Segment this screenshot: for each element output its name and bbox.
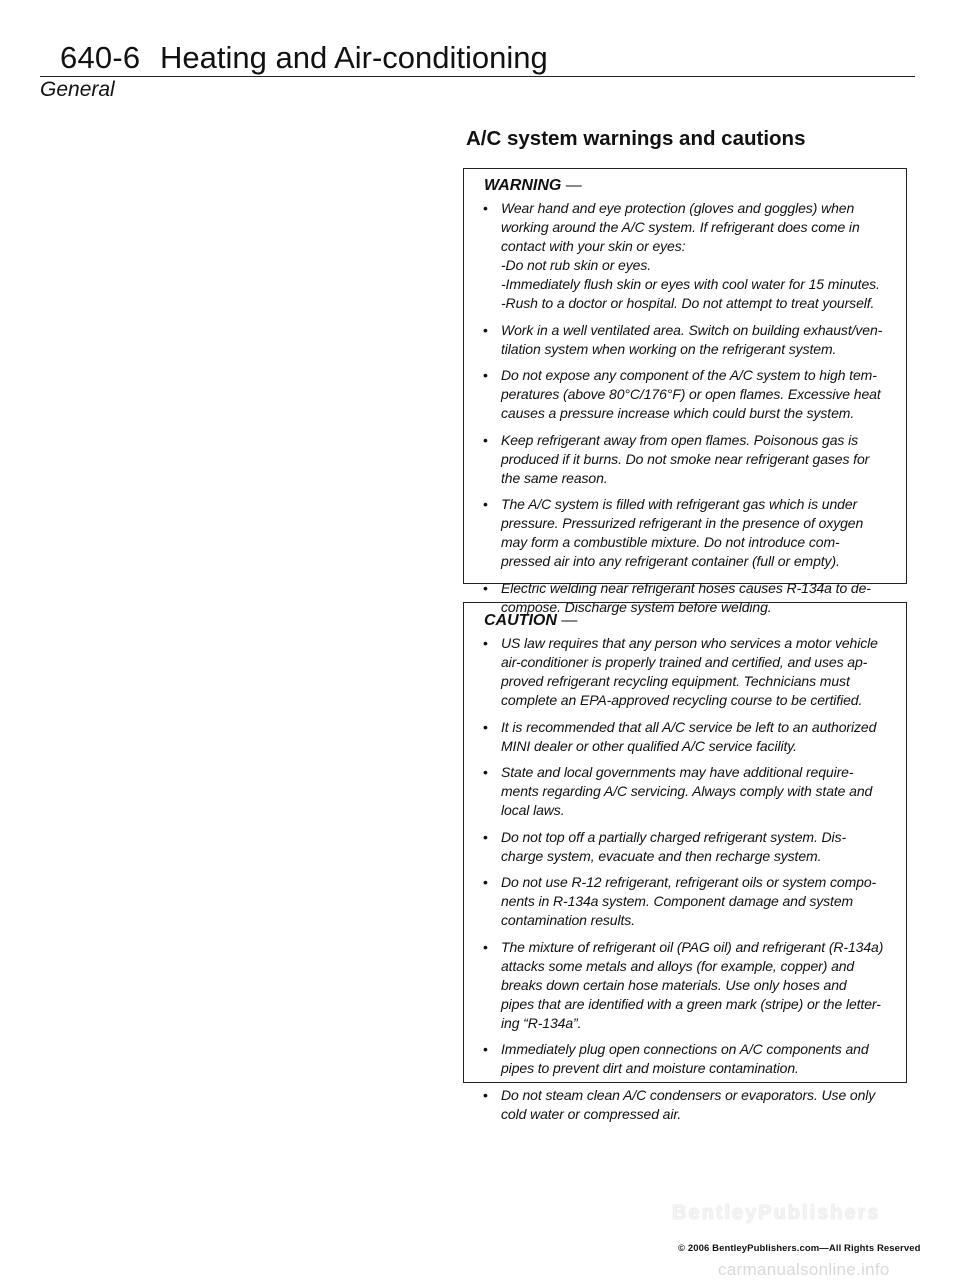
- warning-item-line: working around the A/C system. If refrigerant does come in: [501, 219, 860, 235]
- warning-item-line: pressed air into any refrigerant container (full or empty).: [501, 553, 840, 569]
- site-watermark: carmanualsonline.info: [718, 1260, 890, 1279]
- header-divider: [40, 76, 915, 77]
- warning-item-line: Wear hand and eye protection (gloves and goggles) when: [501, 200, 855, 216]
- warning-item-line: -Immediately flush skin or eyes with cool water for 15 minutes.: [501, 276, 880, 292]
- warning-item: [480, 199, 900, 313]
- bullet-icon: •: [483, 579, 488, 596]
- warning-item-line: Keep refrigerant away from open flames. Poisonous gas is: [501, 431, 859, 448]
- caution-item: [480, 763, 900, 820]
- caution-item-line: ing “R-134a”.: [501, 1014, 582, 1031]
- caution-item: [480, 938, 900, 1033]
- caution-item-line: ments regarding A/C servicing. Always comply with state and: [501, 783, 873, 799]
- warning-title: WARNING —: [484, 177, 582, 194]
- caution-item-line: Do not steam clean A/C condensers or evaporators. Use only: [501, 1086, 876, 1103]
- caution-item-line: State and local governments may have additional require-: [501, 764, 854, 780]
- caution-item: [480, 1040, 900, 1078]
- chapter-title: Heating and Air-conditioning: [160, 40, 548, 75]
- warning-item: [480, 321, 900, 359]
- caution-item-line: US law requires that any person who services a motor vehicle: [501, 635, 878, 651]
- bullet-icon: •: [483, 828, 488, 845]
- caution-item: [480, 828, 900, 866]
- caution-item-line: It is recommended that all A/C service be left to an authorized: [501, 718, 877, 735]
- warning-item-line: contact with your skin or eyes:: [501, 238, 686, 254]
- publisher-watermark: BentleyPublishers: [672, 1202, 881, 1224]
- caution-item-line: MINI dealer or other qualified A/C service facility.: [501, 737, 797, 754]
- warning-item-line: Do not expose any component of the A/C system to high tem-: [501, 367, 877, 383]
- bullet-icon: •: [483, 200, 488, 216]
- bullet-icon: •: [483, 367, 488, 383]
- warning-item-line: tilation system when working on the refrigerant system.: [501, 340, 837, 357]
- caution-item-line: contamination results.: [501, 912, 635, 928]
- bullet-icon: •: [483, 635, 488, 651]
- bullet-icon: •: [483, 321, 488, 338]
- warning-item: [480, 366, 900, 423]
- bullet-icon: •: [483, 496, 488, 512]
- caution-item: [480, 873, 900, 930]
- bullet-icon: •: [483, 431, 488, 448]
- caution-item-line: complete an EPA-approved recycling course to be certified.: [501, 692, 863, 708]
- bullet-icon: •: [483, 874, 488, 890]
- section-label: General: [40, 78, 115, 101]
- bullet-icon: •: [483, 1041, 488, 1057]
- warning-item-line: may form a combustible mixture. Do not introduce com-: [501, 534, 840, 550]
- warning-item-line: The A/C system is filled with refrigerant gas which is under: [501, 496, 858, 512]
- warning-item-line: Electric welding near refrigerant hoses causes R-134a to de-: [501, 579, 871, 596]
- caution-item-line: Do not use R-12 refrigerant, refrigerant oils or system compo-: [501, 874, 877, 890]
- warning-item-line: -Do not rub skin or eyes.: [501, 257, 652, 273]
- warning-item-line: -Rush to a doctor or hospital. Do not attempt to treat yourself.: [501, 295, 875, 311]
- caution-box: [463, 602, 907, 1122]
- copyright-notice: © 2006 BentleyPublishers.com—All Rights Reserved: [678, 1243, 921, 1254]
- warning-item-line: Work in a well ventilated area. Switch on building exhaust/ven-: [501, 321, 883, 338]
- caution-item-line: Do not top off a partially charged refrigerant system. Dis-: [501, 828, 847, 845]
- caution-item-line: attacks some metals and alloys (for example, copper) and: [501, 957, 855, 974]
- caution-list: [480, 634, 900, 1131]
- caution-title: CAUTION —: [484, 612, 578, 629]
- caution-item-line: cold water or compressed air.: [501, 1105, 682, 1122]
- caution-item: [480, 718, 900, 756]
- caution-item-line: pipes to prevent dirt and moisture contamination.: [501, 1060, 799, 1076]
- bullet-icon: •: [483, 718, 488, 735]
- caution-item-line: breaks down certain hose materials. Use only hoses and: [501, 976, 847, 993]
- caution-item-line: air-conditioner is properly trained and certified, and uses ap-: [501, 654, 868, 670]
- caution-item-line: Immediately plug open connections on A/C components and: [501, 1041, 869, 1057]
- bullet-icon: •: [483, 764, 488, 780]
- section-heading: A/C system warnings and cautions: [466, 127, 806, 150]
- caution-item-line: nents in R-134a system. Component damage and system: [501, 893, 854, 909]
- bullet-icon: •: [483, 1086, 488, 1103]
- page-number: 640-6: [60, 40, 141, 75]
- page-header: [0, 0, 960, 110]
- warning-item-line: compose. Discharge system before welding.: [501, 598, 772, 615]
- warning-item: [480, 431, 900, 488]
- caution-item: [480, 634, 900, 710]
- warning-item-line: peratures (above 80°C/176°F) or open flames. Excessive heat: [501, 386, 881, 402]
- warning-item-line: pressure. Pressurized refrigerant in the presence of oxygen: [501, 515, 864, 531]
- caution-item-line: The mixture of refrigerant oil (PAG oil) and refrigerant (R-134a): [501, 938, 884, 955]
- caution-item-line: pipes that are identified with a green mark (stripe) or the letter-: [501, 995, 881, 1012]
- bullet-icon: •: [483, 938, 488, 955]
- warning-list: [480, 199, 900, 624]
- caution-item-line: charge system, evacuate and then recharge system.: [501, 847, 822, 864]
- warning-item: [480, 495, 900, 571]
- caution-item-line: proved refrigerant recycling equipment. Technicians must: [501, 673, 850, 689]
- caution-item-line: local laws.: [501, 802, 565, 818]
- warning-item-line: causes a pressure increase which could burst the system.: [501, 405, 855, 421]
- warning-box: [463, 168, 907, 615]
- warning-item-line: produced if it burns. Do not smoke near refrigerant gases for: [501, 450, 870, 467]
- warning-item-line: the same reason.: [501, 469, 608, 486]
- caution-item: [480, 1086, 900, 1124]
